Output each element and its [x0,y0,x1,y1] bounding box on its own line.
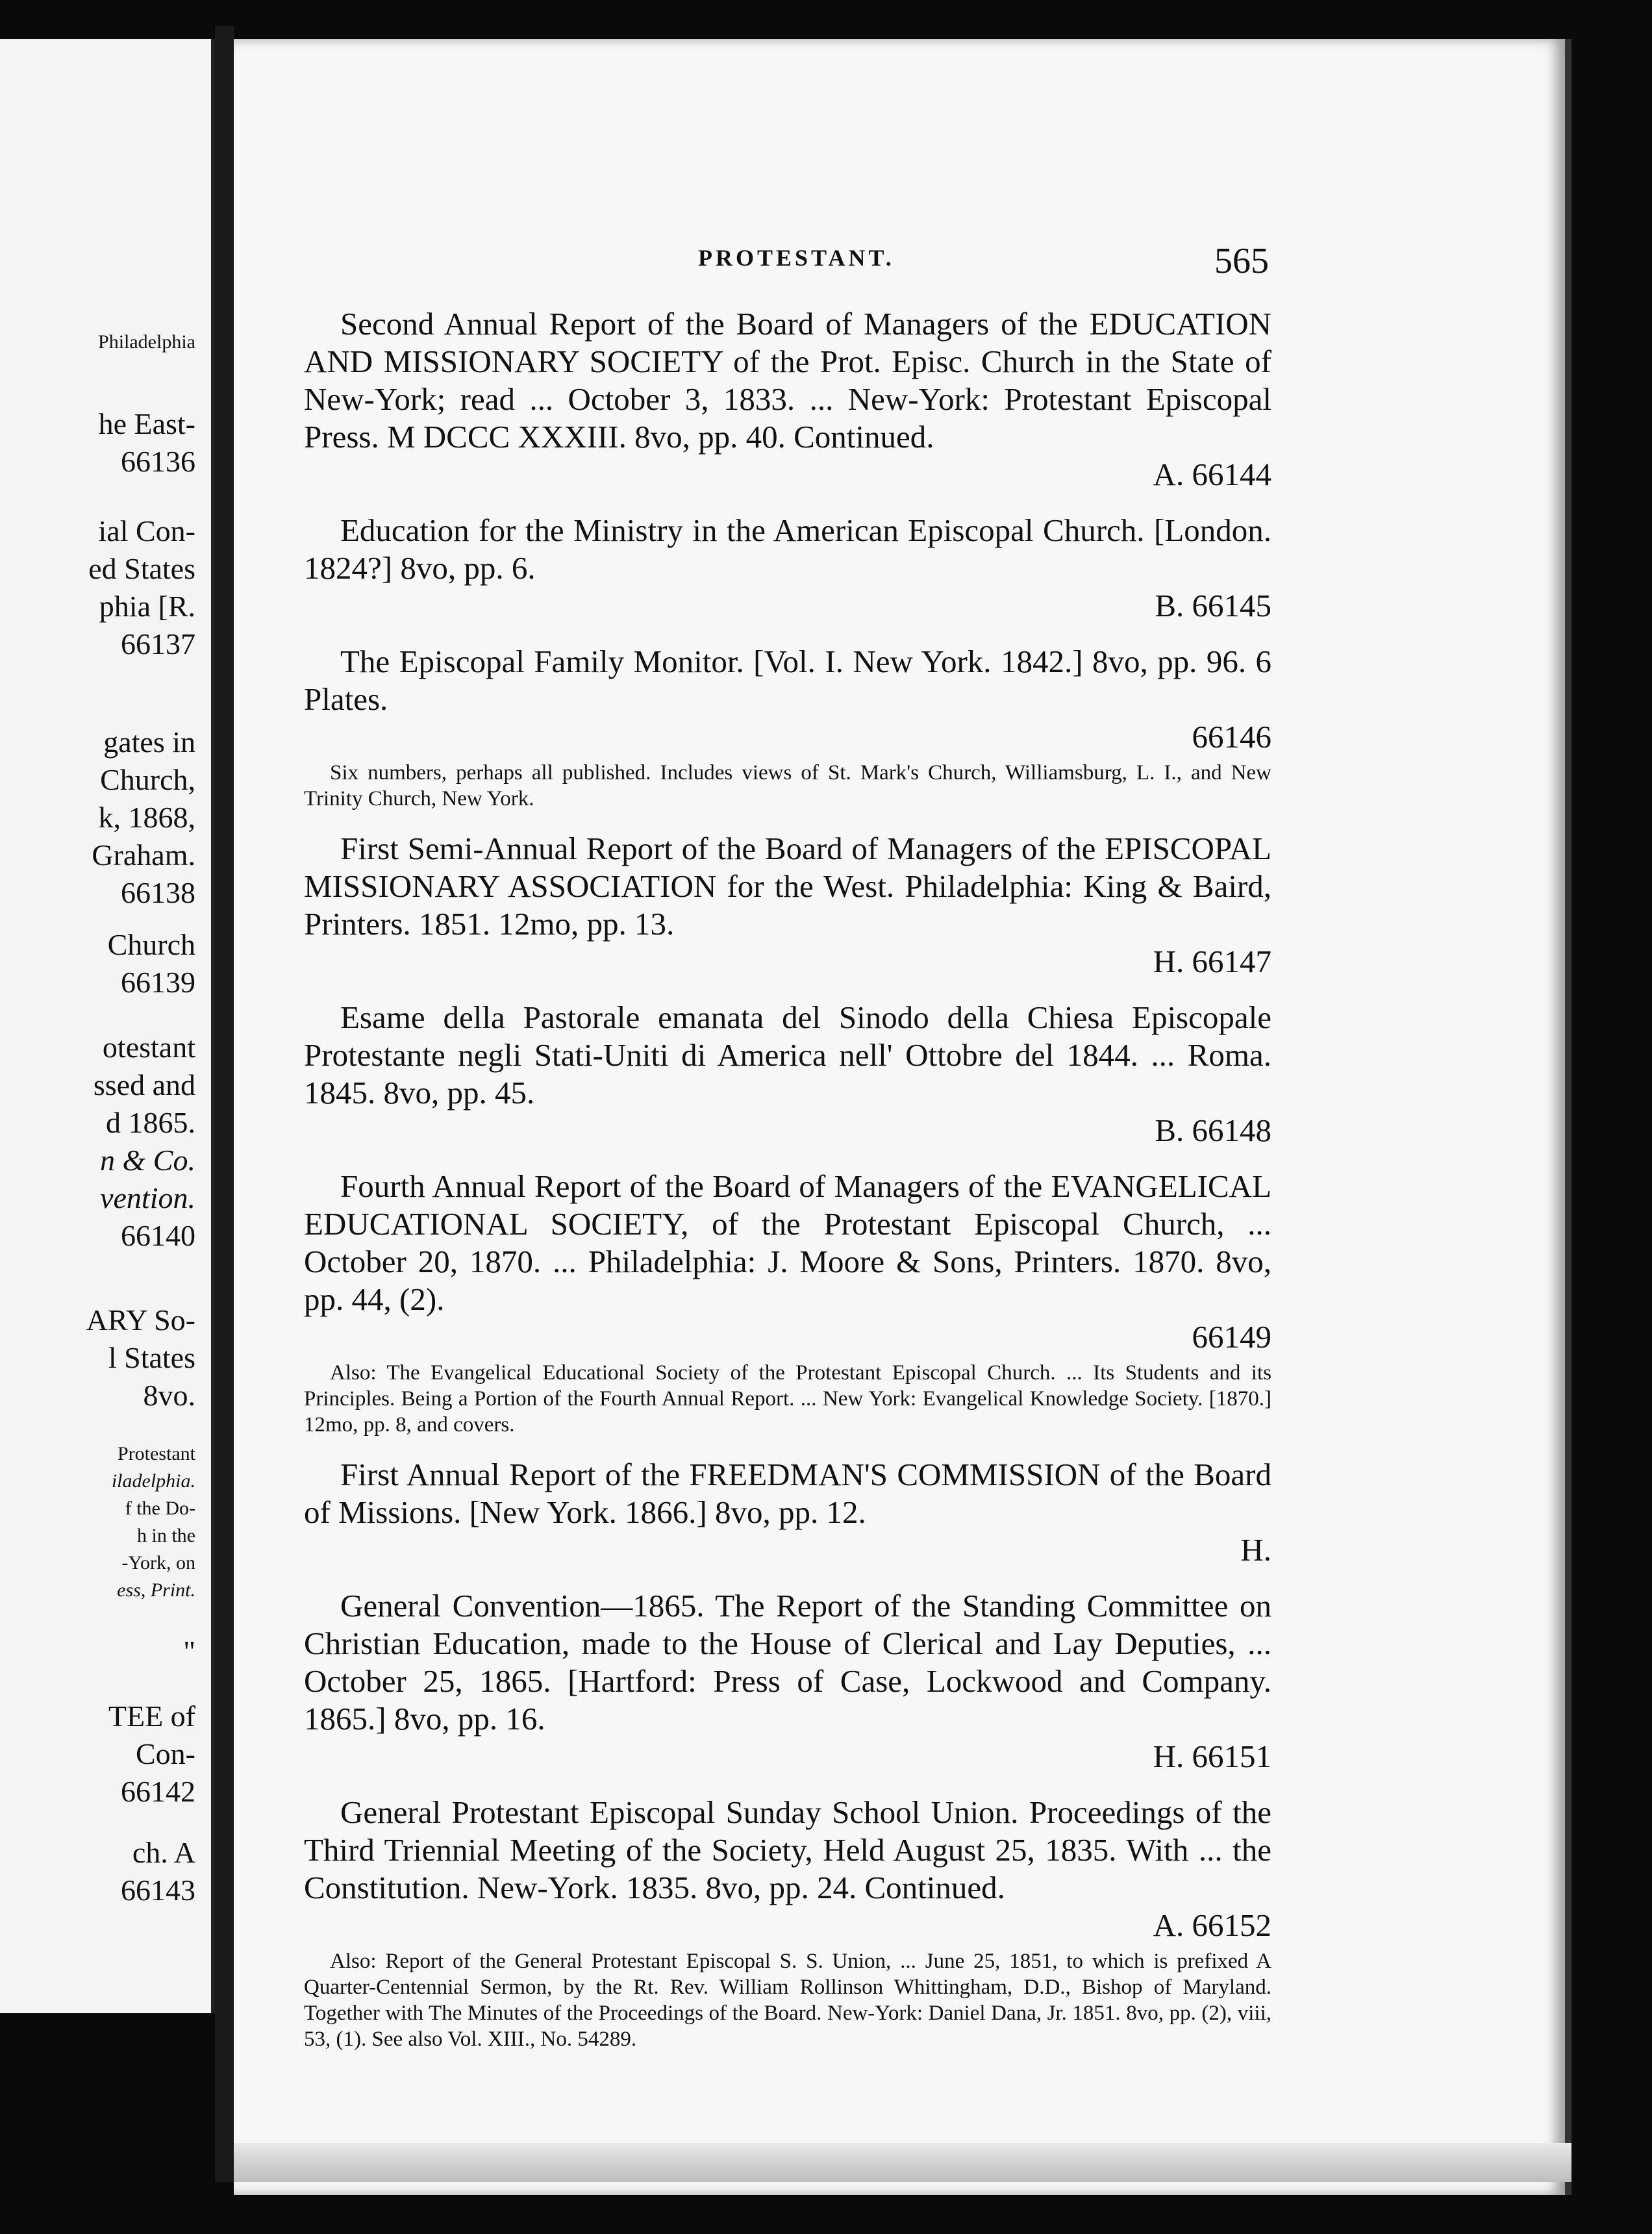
left-line: " [183,1635,195,1668]
left-line: ch. A [132,1836,195,1869]
left-line: ed States [88,552,195,585]
left-line: ARY So- [86,1303,195,1337]
left-page [0,39,215,2013]
left-line: 66137 [121,627,195,660]
entry-text: General Protestant Episcopal Sunday School Union. Proceedings of the Third Triennial Meeting of the Society, Held August 25, 1835. With ... the Constitution. New-York. 1835. 8vo, pp. 24. Continued. [304,1794,1271,1905]
left-line: 66139 [121,966,195,999]
catalog-entry [304,999,1271,1149]
left-line: 8vo. [143,1379,195,1412]
left-line: Con- [136,1737,195,1770]
left-line: f the Do- [125,1498,195,1519]
catalog-entry [304,305,1271,494]
entry-number: B. 66148 [1155,1112,1271,1148]
entry-text: Esame della Pastorale emanata del Sinodo della Chiesa Episcopale Protestante negli Stati-Uniti di America nell' Ottobre del 1844. ... Roma. 1845. 8vo, pp. 45. [304,999,1271,1111]
left-line: TEE of [108,1700,195,1733]
left-line: ess, Print. [117,1579,195,1601]
left-line: 66140 [121,1219,195,1252]
left-line: Philadelphia [98,331,195,353]
left-line: phia [R. [99,590,195,623]
left-line: ssed and [93,1068,195,1101]
entry-note: Six numbers, perhaps all published. Includes views of St. Mark's Church, Williamsburg, L. I., and New Trinity Church, New York. [304,761,1271,810]
entry-text: The Episcopal Family Monitor. [Vol. I. New York. 1842.] 8vo, pp. 96. 6 Plates. [304,644,1271,717]
page-edge [234,2143,1571,2182]
left-line: 66143 [121,1874,195,1907]
left-line: iladelphia. [111,1470,195,1492]
catalog-entry [304,1168,1271,1438]
entry-number: A. 66152 [1153,1907,1271,1943]
left-line: Church, [100,763,195,796]
catalog-entry [304,643,1271,812]
left-line: d 1865. [106,1106,195,1139]
left-line: 66136 [121,445,195,478]
left-line: 66138 [121,876,195,909]
entry-number: H. 66151 [1153,1738,1271,1774]
left-line: n & Co. [100,1144,195,1177]
entry-number: 66149 [1192,1319,1271,1355]
catalog-entries [304,305,1271,2070]
left-line: ial Con- [98,514,195,547]
entry-text: First Annual Report of the FREEDMAN'S COMMISSION of the Board of Missions. [New York. 1866.] 8vo, pp. 12. [304,1457,1271,1530]
catalog-entry [304,1587,1271,1776]
left-line: Protestant [118,1443,195,1464]
left-line: -York, on [121,1552,195,1574]
catalog-entry [304,512,1271,625]
left-line: Church [107,928,195,961]
catalog-entry [304,830,1271,981]
entry-number: A. 66144 [1153,457,1271,492]
catalog-entry [304,1794,1271,2052]
entry-note: Also: Report of the General Protestant Episcopal S. S. Union, ... June 25, 1851, to which is prefixed A Quarter-Centennial Sermon, by the Rt. Rev. William Rollinson Whittingham, D.D., Bishop of Maryland. Together with The Minutes of the Proceedings of the Board. New-York: Daniel Dana, Jr. 1851. 8vo, pp. (2), viii, 53, (1). See also Vol. XIII., No. 54289. [304,1950,1271,2051]
entry-number: B. 66145 [1155,588,1271,623]
running-head: PROTESTANT. [698,245,895,271]
entry-text: Fourth Annual Report of the Board of Managers of the EVANGELICAL EDUCATIONAL SOCIETY, of the Protestant Episcopal Church, ... October 20, 1870. ... Philadelphia: J. Moore & Sons, Printers. 1870. 8vo, pp. 44, (2). [304,1168,1271,1317]
left-line: l States [108,1341,195,1374]
entry-note: Also: The Evangelical Educational Society of the Protestant Episcopal Church. ... Its Students and its Principles. Being a Portion of the Fourth Annual Report. ... New York: Evangelical Knowledge Society. [1870.] 12mo, pp. 8, and covers. [304,1361,1271,1437]
entry-number: H. 66147 [1153,944,1271,979]
entry-text: Second Annual Report of the Board of Managers of the EDUCATION AND MISSIONARY SOCIETY of the Prot. Episc. Church in the State of New-York; read ... October 3, 1833. ... New-York: Protestant Episcopal Press. M DCCC XXXIII. 8vo, pp. 40. Continued. [304,306,1271,455]
book-gutter [215,26,234,2182]
left-line: k, 1868, [98,801,195,834]
left-line: otestant [102,1031,195,1064]
left-line: vention. [100,1181,195,1214]
entry-number: 66146 [1192,719,1271,755]
left-line: h in the [137,1525,195,1546]
entry-text: General Convention—1865. The Report of the Standing Committee on Christian Education, made to the House of Clerical and Lay Deputies, ... October 25, 1865. [Hartford: Press of Case, Lockwood and Company. 1865.] 8vo, pp. 16. [304,1588,1271,1737]
left-line: he East- [98,407,195,440]
left-line: Graham. [92,838,195,872]
entry-text: Education for the Ministry in the American Episcopal Church. [London. 1824?] 8vo, pp. 6. [304,512,1271,586]
left-line: 66142 [121,1775,195,1808]
page-number: 565 [1214,241,1269,281]
left-line: gates in [103,725,195,759]
entry-number: H. [1240,1532,1271,1568]
entry-text: First Semi-Annual Report of the Board of Managers of the EPISCOPAL MISSIONARY ASSOCIATION for the West. Philadelphia: King & Baird, Printers. 1851. 12mo, pp. 13. [304,831,1271,942]
catalog-entry [304,1456,1271,1569]
